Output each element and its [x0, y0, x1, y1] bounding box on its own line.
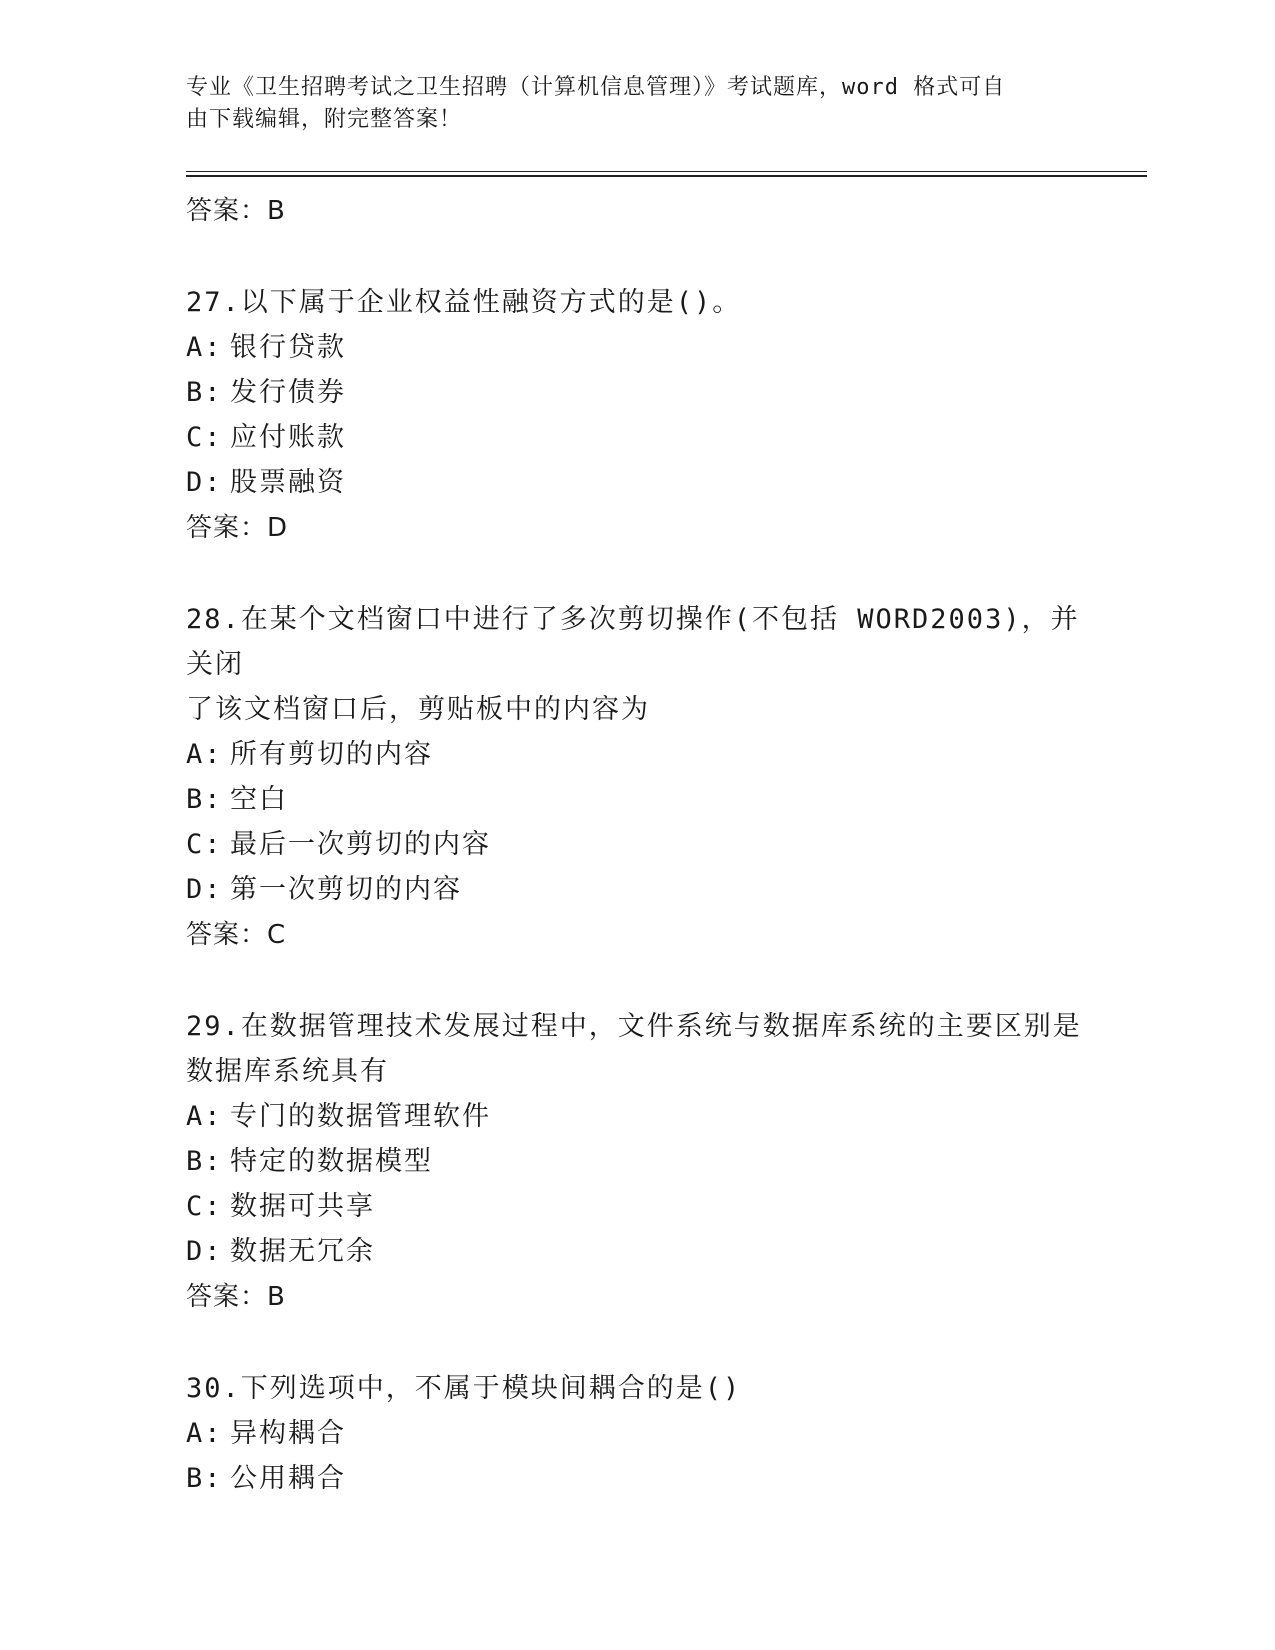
header-rule-top: [186, 171, 1147, 172]
spacer: [186, 1320, 1086, 1366]
spacer: [186, 551, 1086, 597]
option-key: A:: [186, 739, 223, 770]
question-block: [186, 280, 1086, 551]
option-text: 公用耦合: [230, 1463, 346, 1494]
document-header: [186, 72, 1066, 136]
option-key: A:: [186, 1418, 223, 1449]
option-text: 空白: [230, 784, 288, 815]
spacer: [186, 958, 1086, 1004]
option-key: C:: [186, 829, 223, 860]
spacer: [186, 234, 1086, 280]
option-b: [186, 1456, 1086, 1501]
option-text: 数据无冗余: [230, 1236, 375, 1267]
option-a: [186, 1094, 1086, 1139]
question-text: 28.在某个文档窗口中进行了多次剪切操作(不包括 WORD2003)，并关闭: [186, 604, 1080, 680]
question-block: [186, 1004, 1086, 1320]
option-text: 专门的数据管理软件: [230, 1101, 491, 1132]
question-text: 30.下列选项中，不属于模块间耦合的是(): [186, 1373, 742, 1404]
option-key: B:: [186, 784, 223, 815]
option-text: 股票融资: [230, 467, 346, 498]
option-text: 第一次剪切的内容: [230, 874, 462, 905]
option-text: 异构耦合: [230, 1418, 346, 1449]
question-list: [186, 188, 1086, 1501]
question-text-continued: 数据库系统具有: [186, 1056, 389, 1087]
answer-line: 答案：C: [186, 920, 287, 950]
answer-line: 答案：D: [186, 513, 289, 543]
option-text: 数据可共享: [230, 1191, 375, 1222]
header-line-2: 由下载编辑，附完整答案！: [186, 107, 463, 132]
option-a: [186, 325, 1086, 370]
option-b: [186, 1139, 1086, 1184]
option-c: [186, 415, 1086, 460]
option-key: B:: [186, 1463, 223, 1494]
question-block: [186, 1366, 1086, 1501]
question-text: 29.在数据管理技术发展过程中，文件系统与数据库系统的主要区别是: [186, 1011, 1082, 1042]
option-d: [186, 867, 1086, 912]
option-text: 应付账款: [230, 422, 346, 453]
option-text: 最后一次剪切的内容: [230, 829, 491, 860]
option-a: [186, 1411, 1086, 1456]
question-text-continued: 了该文档窗口后，剪贴板中的内容为: [186, 694, 650, 725]
option-key: B:: [186, 1146, 223, 1177]
option-key: D:: [186, 467, 223, 498]
option-key: C:: [186, 1191, 223, 1222]
option-d: [186, 460, 1086, 505]
header-line-1: 专业《卫生招聘考试之卫生招聘（计算机信息管理）》考试题库，word 格式可自: [186, 75, 1006, 100]
option-text: 特定的数据模型: [230, 1146, 433, 1177]
option-key: A:: [186, 332, 223, 363]
header-rule-bottom: [186, 175, 1147, 177]
answer-line: 答案：B: [186, 196, 286, 226]
option-key: D:: [186, 874, 223, 905]
option-d: [186, 1229, 1086, 1274]
option-text: 所有剪切的内容: [230, 739, 433, 770]
answer-line: 答案：B: [186, 1282, 286, 1312]
option-key: C:: [186, 422, 223, 453]
option-b: [186, 370, 1086, 415]
option-b: [186, 777, 1086, 822]
option-key: D:: [186, 1236, 223, 1267]
option-key: A:: [186, 1101, 223, 1132]
option-text: 发行债券: [230, 377, 346, 408]
option-a: [186, 732, 1086, 777]
question-block: [186, 597, 1086, 958]
option-c: [186, 1184, 1086, 1229]
option-c: [186, 822, 1086, 867]
question-text: 27.以下属于企业权益性融资方式的是()。: [186, 287, 742, 318]
option-text: 银行贷款: [230, 332, 346, 363]
option-key: B:: [186, 377, 223, 408]
